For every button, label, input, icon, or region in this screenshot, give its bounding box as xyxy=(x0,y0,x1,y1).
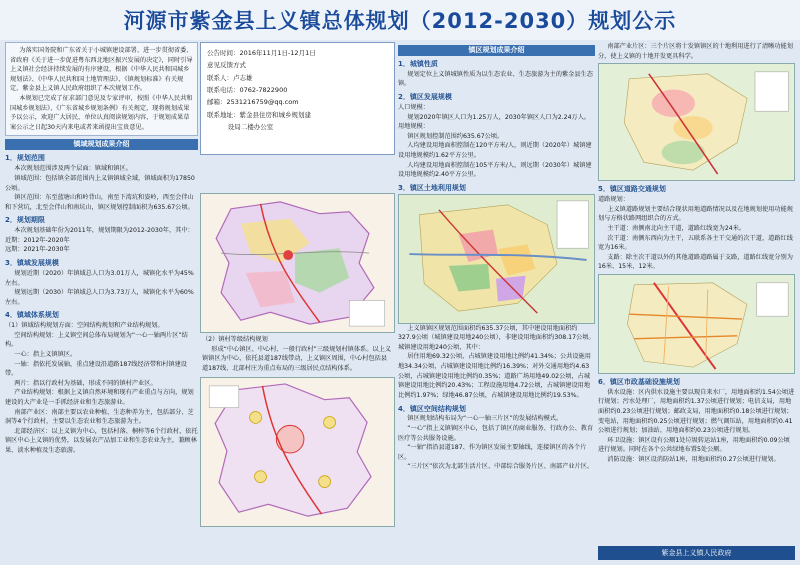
spacer xyxy=(200,155,395,193)
s4-text-1: （1）镇域结构规划方面：空间结构规划和产业结构规划。 xyxy=(5,322,164,330)
mid-text: 形成“中心镇区、中心村、一般行政村”三级规划村镇体系。以上义镇镇区为中心，依托县道187线带动，上义镇区周围，中心村包括县道187线、北部村庄为重点布局的三级居民点结构体系。 xyxy=(202,345,391,372)
s4-text-6: 产业结构规划：根据上义镇自然环境和现有产业重点与方向，规划建设的大产业是一手抓经济业和生态旅游业。 xyxy=(5,389,194,407)
s2-text-2: 近期：2012年-2020年 xyxy=(5,236,70,244)
spatial-structure-map xyxy=(598,63,795,181)
notice-method: 意见反馈方式 xyxy=(207,61,246,70)
notice-address xyxy=(207,109,388,121)
s1-text-2: 镇域范围：包括镇全部范围内上义镇镇域全域，镇域面积为17850公顷。 xyxy=(5,174,195,192)
r4-text-3: “一轴”指沿县道187、作为镇区发展主要轴线，连接镇区的各个片区。 xyxy=(398,444,587,461)
s2-text-3: 远期：2021年-2030年 xyxy=(5,246,70,254)
notice-box xyxy=(200,42,395,155)
r3-text-2: 城镇建设用地240公顷，其中： xyxy=(398,343,485,351)
left-section-header: 镇域规划成果介绍 xyxy=(5,139,198,150)
r2-title: 2．镇区发展规模 xyxy=(398,93,452,102)
page-title: 河源市紫金县上义镇总体规划（2012-2030）规划公示 xyxy=(0,0,800,40)
s1-text-3: 镇区范围：东至蓝塘山和岭背山，南至下湾坑和姿岭，西至会伴山和下营坑，北至会伴山和南坑山，镇区规划控制面积为635.67公顷。 xyxy=(5,194,194,211)
r5-text-4: 次干道：南侧东西向为主干，五联系各主干交通的次干道，道路红线宽为16米。 xyxy=(598,234,793,252)
s1-title: 1．规划范围 xyxy=(5,154,45,163)
notice-address-label: 联系地址： xyxy=(207,110,240,119)
r5-text-2: 上义镇道路规划主要结合现状用地道路情况以及在地规划使用功能规划与方格状路网组织合的方式。 xyxy=(598,205,793,223)
s4-text-3: 一心：指上义镇镇区。 xyxy=(14,351,77,358)
r2-sub-2: 用地规模： xyxy=(398,123,429,131)
r5-text-5: 支路：除主次干道以外的其他道路道路属于支路，道路红线宽分别为16米、15米、12米。 xyxy=(598,253,793,271)
township-location-map xyxy=(200,193,395,333)
s4-text-4: 一轴：指依托发展轴，重点建设沿道路187线经济带和村镇建设带。 xyxy=(5,360,187,378)
s3-text-1: 规划近期（2020）年镇域总人口为3.01万人，城镇化水平为45%左右。 xyxy=(5,269,194,287)
notice-contact: 联系人：卢志雄 xyxy=(207,73,253,82)
r5-title: 5．镇区道路交通规划 xyxy=(598,185,666,194)
s4-title: 4．镇域体系规划 xyxy=(5,311,59,320)
spatial-map-graphic xyxy=(599,64,794,180)
village-system-map xyxy=(200,377,395,527)
r4-text-2: “一心”指上义镇镇区中心，包括了镇区的商业服务、行政办公、教育医疗等公共服务设施。 xyxy=(398,424,594,442)
road-traffic-map xyxy=(598,274,795,374)
village-map-graphic xyxy=(201,378,394,526)
s2-title: 2．规划期限 xyxy=(5,216,45,225)
land-use-map xyxy=(398,194,595,324)
notice-phone: 联系电话：0762-7822900 xyxy=(207,86,288,95)
s2-text-1: 本次规划基础年份为2011年，规划期限为2012-2030年，其中： xyxy=(14,227,194,235)
r6-title: 6．镇区市政基础设施规划 xyxy=(598,377,680,386)
mid-title: （2）镇村等级结构规划 xyxy=(202,336,268,343)
township-map-graphic xyxy=(201,194,394,332)
intro-paragraph-1: 为落实国务院和广东省关于小城镇建设部署、进一步贯彻省委、省政府《关于进一步促进粤东西北地区振兴发展的决定》，同时引导上义镇社会经济持续发展的有序建设，根据《中华人民共和国城乡规划法》、《中华人民共和国土地管理法》、《镇规划标准》有关规定，紫金县上义镇人民政府组织了本次规划工作。 xyxy=(10,47,193,93)
notice-address-line-1: 紫金县住房和城乡规划建 xyxy=(239,110,311,119)
mid-text-block xyxy=(200,333,395,375)
notice-email: 邮箱：2531216759@qq.com xyxy=(207,98,299,107)
r2-text-4: 人均建设用地面积控制在105平方米/人，则远期（2030年）城镇建设用地规模约2.40平方公里。 xyxy=(398,161,592,179)
r2-sub-1: 人口规模： xyxy=(398,103,429,111)
r6-text-2: 环卫设施：镇区设有公厕1处垃圾转运站1座，用地面积约0.09公顷进行规划。同时在各个公共绿地布置5处公厕。 xyxy=(598,436,790,454)
intro-paragraph-2: 本规划已完成了征求部门意见及专家评审，按照《中华人民共和国城乡规划法》、《广东省城乡规划条例》有关规定，现将规划成果予以公示，欢迎广大居民、单位认真阅读规划内容，于规划成果草案公示之日起30天内来电或者来函提出宝贵意见。 xyxy=(10,95,193,131)
s1-text-1: 本次规划范围涉及两个层面：镇域和镇区。 xyxy=(14,165,132,173)
r6-text-3: 消防设施：镇区设消防站1座，用地面积约0.27公顷进行规划。 xyxy=(607,456,780,464)
r4-text-1: 镇区规划结构布局为“一心一轴三片区”的发展结构模式。 xyxy=(407,415,563,423)
left-column xyxy=(5,42,198,560)
r6-text-1: 供水设施：区内供水设施主要以现自来水厂，用地面积约1.54公顷进行规划；污水处理厂，用地面积约1.37公顷进行规划；电信支局，用地面积约0.23公顷进行规划；邮政支局，用地面积约0.18公顷进行规划；变电站，用地面积约0.25公顷进行规划；燃气调压站，用地面积约0.41公顷进行规划；加油站，用地面积约0.23公顷进行规划。 xyxy=(598,388,795,435)
intro-panel xyxy=(5,42,198,136)
r2-text-1: 规划2020年镇区人口为1.25万人，2030年镇区人口为2.24万人。 xyxy=(407,113,591,121)
road-map-graphic xyxy=(599,275,794,373)
r2-text-3: 人均建设用地面积控制在120平方米/人，则近期（2020年）城镇建设用地规模约1.62平方公里。 xyxy=(398,142,592,159)
c4-text-1: 南部产业片区：三个片区将十发镇镇区的十地利用进行了清晰功能划分，使上义镇的十地开发更具科学。 xyxy=(598,43,793,60)
footer-issuer: 紫金县上义镇人民政府 xyxy=(598,546,795,560)
r1-text: 规划定位上义镇城镇性质为以生态农业、生态旅游为主的紫金县生态镇。 xyxy=(398,70,593,88)
r3-text-1: 上义镇镇区规划范围面积约635.37公顷，其中建设用地面积约327.9公顷（城镇建设用地240公顷），非建设用地面积约308.17公顷。 xyxy=(398,324,595,342)
s4-text-8: 北部经济区：以上义镇为中心，包括村落、桐梓等6个行政村，依托镇区中心上义镇的优势，以发展农产品加工业和生态农业为主，兼顾林果、淡水种植及生态旅游。 xyxy=(5,427,198,455)
r3-text-3: 居住用地69.32公顷，占城镇建设用地比例约41.34%；公共设施用地34.34公顷，占城镇建设用地比例约16.39%；对外交通用地约4.63公顷，占城镇建设用地比例约0.35%；道路广场用地49.02公顷，占城镇建设用地比例约20.43%；工程设施用地4.72公顷，占城镇建设用地比例约1.97%；绿地46.87公顷，占城镇建设用地比例约19.53%。 xyxy=(398,353,591,399)
right-section-header: 镇区规划成果介绍 xyxy=(398,45,595,56)
notice-address-line-2: 设局二楼办公室 xyxy=(227,123,274,132)
r4-text-4: “三片区”依次为北部生活片区、中部综合服务片区、南部产业片区。 xyxy=(407,463,594,471)
r2-text-2: 镇区规划控制范围约635.67公顷。 xyxy=(407,132,504,140)
s3-text-2: 规划远期（2030）年镇域总人口为3.73万人，城镇化水平为60%左右。 xyxy=(5,289,194,306)
r5-text-1: 道路规划： xyxy=(598,196,629,204)
fourth-column xyxy=(598,42,795,560)
r3-title: 3．镇区土地利用规划 xyxy=(398,183,466,192)
second-column xyxy=(200,42,395,560)
s4-text-7: 南部产业区：南部主要以农业种植、生态种养为主，包括部分、芝洞等4个行政村，主要以生态农业和生态旅游为主。 xyxy=(5,408,194,426)
r1-title: 1．城镇性质 xyxy=(398,60,438,68)
s4-text-2: 空间结构规划：上义镇空间总体布局规划为“一心一轴两片区”结构。 xyxy=(5,331,188,349)
notice-period: 公告时间：2016年11月1日-12月1日 xyxy=(207,49,316,57)
r5-text-3: 主干道：南侧南北向主干道，道路红线宽为24米。 xyxy=(607,224,746,232)
third-column xyxy=(398,42,595,560)
s3-title: 3．镇域发展规模 xyxy=(5,259,59,268)
land-use-map-graphic xyxy=(399,195,594,323)
r4-title: 4．镇区空间结构规划 xyxy=(398,404,466,413)
s4-text-5: 两片：指以行政村为基础，形成不同的镇村产业区。 xyxy=(14,379,157,387)
